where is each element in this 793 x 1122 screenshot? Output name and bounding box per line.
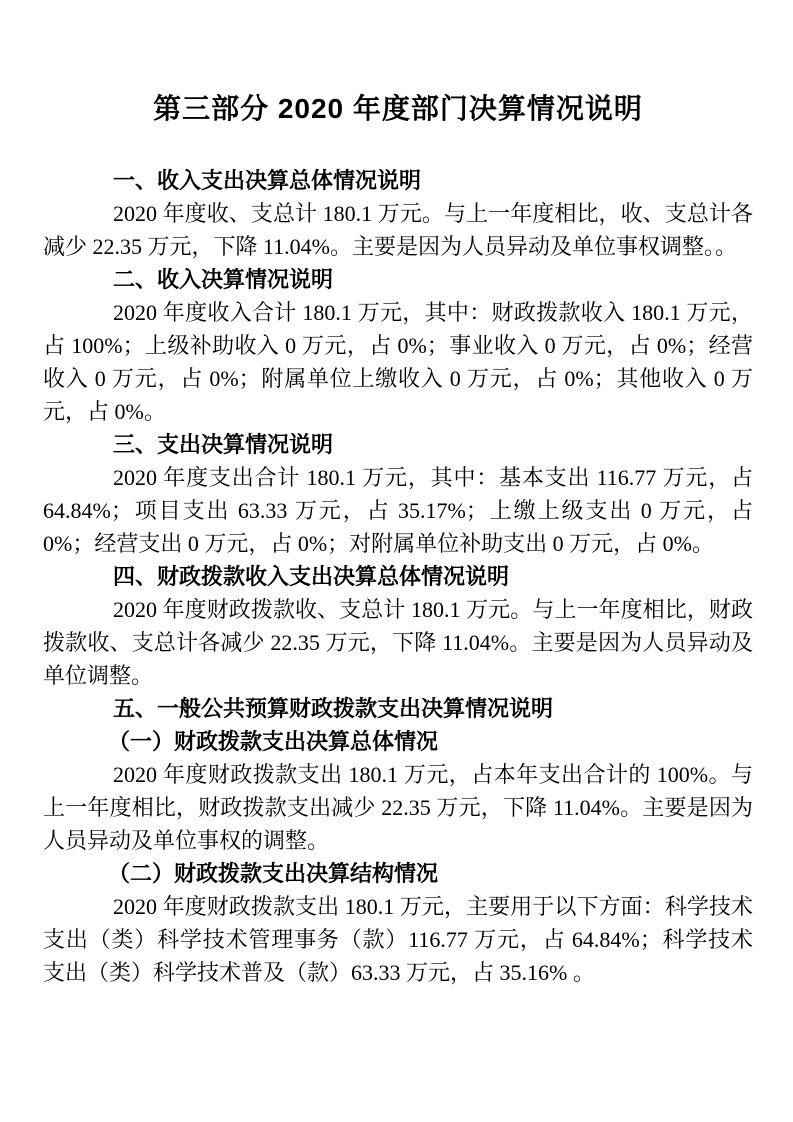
paragraph: 2020 年度财政拨款支出 180.1 万元，主要用于以下方面：科学技术支出（类）科学技术管理事务（款）116.77 万元，占 64.84%；科学技术支出（类）科学技术普及（款）63.33 万元，占 35.16% 。 xyxy=(43,894,753,985)
paragraph: 2020 年度收入合计 180.1 万元，其中：财政拨款收入 180.1 万元，占 100%；上级补助收入 0 万元，占 0%；事业收入 0 万元，占 0%；经营收入 0 万元，占 0%；附属单位上缴收入 0 万元，占 0%；其他收入 0 万元，占 0%。 xyxy=(43,300,753,424)
section-heading: 一、收入支出决算总体情况说明 xyxy=(113,168,422,193)
paragraph: 2020 年度支出合计 180.1 万元，其中：基本支出 116.77 万元，占 64.84%；项目支出 63.33 万元，占 35.17%；上缴上级支出 0 万元，占 0%；经营支出 0 万元，占 0%；对附属单位补助支出 0 万元，占 0%。 xyxy=(43,465,753,556)
paragraph: 2020 年度收、支总计 180.1 万元。与上一年度相比，收、支总计各减少 22.35 万元，下降 11.04%。主要是因为人员异动及单位事权调整。。 xyxy=(43,201,753,259)
sub-section-heading: （一）财政拨款支出决算总体情况 xyxy=(108,729,439,754)
paragraph: 2020 年度财政拨款支出 180.1 万元，占本年支出合计的 100%。与上一年度相比，财政拨款支出减少 22.35 万元，下降 11.04%。主要是因为人员异动及单位事权的调整。 xyxy=(43,762,753,853)
section-heading: 三、支出决算情况说明 xyxy=(113,432,334,457)
paragraph: 2020 年度财政拨款收、支总计 180.1 万元。与上一年度相比，财政拨款收、支总计各减少 22.35 万元，下降 11.04%。主要是因为人员异动及单位调整。 xyxy=(43,597,753,688)
section-heading: 二、收入决算情况说明 xyxy=(113,267,334,292)
section-heading: 四、财政拨款收入支出决算总体情况说明 xyxy=(113,564,510,589)
sub-section-heading: （二）财政拨款支出决算结构情况 xyxy=(108,861,439,886)
section-heading: 五、一般公共预算财政拨款支出决算情况说明 xyxy=(113,696,554,721)
page-title: 第三部分 2020 年度部门决算情况说明 xyxy=(153,93,643,124)
